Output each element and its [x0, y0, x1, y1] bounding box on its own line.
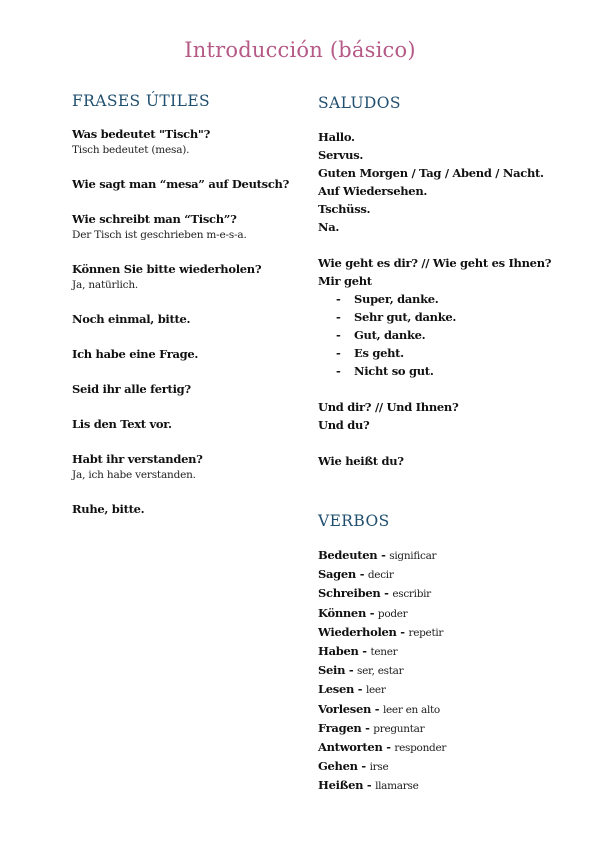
phrase-item	[72, 261, 302, 293]
verb-german: Lesen	[318, 682, 355, 697]
verb-item	[318, 719, 558, 738]
verb-german: Wiederholen	[318, 624, 397, 639]
name-question-line: Wie heißt du?	[318, 454, 404, 468]
dash-bullet: -	[336, 364, 341, 378]
phrase-question: Seid ihr alle fertig?	[72, 382, 191, 396]
verb-spanish: llamarse	[375, 780, 419, 793]
verb-german: Können	[318, 605, 367, 620]
answer-item	[318, 326, 558, 344]
verb-item	[318, 642, 558, 661]
verbs-heading: VERBOS	[318, 512, 390, 530]
verb-separator: -	[345, 663, 358, 678]
phrase-item	[72, 176, 302, 193]
phrase-item	[72, 381, 302, 398]
spacer	[318, 434, 558, 452]
verb-separator: -	[366, 605, 378, 620]
verb-separator: -	[354, 682, 366, 697]
answer-item	[318, 308, 558, 326]
verb-item	[318, 700, 558, 719]
phrase-question: Noch einmal, bitte.	[72, 312, 191, 326]
verb-separator: -	[363, 778, 376, 793]
greeting-line: Guten Morgen / Tag / Abend / Nacht.	[318, 166, 544, 180]
page-title: Introducción (básico)	[184, 38, 416, 62]
verb-separator: -	[357, 759, 370, 774]
verb-spanish: tener	[370, 646, 398, 659]
verb-separator: -	[380, 586, 393, 601]
phrase-item	[72, 126, 302, 158]
verb-item	[318, 757, 558, 776]
verb-german: Schreiben	[318, 586, 381, 601]
greeting-line: Servus.	[318, 148, 364, 162]
spacer	[318, 470, 558, 512]
verb-separator: -	[371, 701, 383, 716]
dash-bullet: -	[336, 292, 341, 306]
verb-item	[318, 546, 558, 565]
phrase-item	[72, 451, 302, 483]
answer-item	[318, 344, 558, 362]
greeting-line: Na.	[318, 220, 340, 234]
verb-spanish: leer en alto	[382, 703, 440, 716]
phrases-heading: FRASES ÚTILES	[72, 92, 211, 110]
verb-german: Heißen	[318, 778, 364, 793]
verb-separator: -	[377, 548, 390, 562]
verb-spanish: decir	[367, 569, 394, 582]
mir-geht-line: Mir geht	[318, 274, 372, 288]
phrase-question: Ruhe, bitte.	[72, 502, 145, 516]
verb-item	[318, 623, 558, 642]
verb-spanish: poder	[377, 607, 408, 620]
verb-item	[318, 604, 558, 623]
verb-german: Fragen	[318, 720, 362, 735]
verb-spanish: preguntar	[373, 722, 425, 735]
verb-separator: -	[396, 624, 409, 639]
verb-german: Haben	[318, 644, 359, 659]
answer-text: Es geht.	[354, 346, 404, 360]
verb-separator: -	[358, 644, 371, 659]
verb-spanish: repetir	[408, 626, 444, 639]
phrase-item	[72, 416, 302, 433]
greetings-column	[318, 92, 558, 796]
verb-item	[318, 584, 558, 603]
spacer	[318, 380, 558, 398]
phrase-question: Ich habe eine Frage.	[72, 347, 199, 361]
verb-spanish: escribir	[392, 588, 431, 601]
verb-separator: -	[355, 567, 368, 582]
verb-spanish: ser, estar	[357, 665, 404, 678]
phrase-answer: Ja, ich habe verstanden.	[72, 469, 196, 481]
verb-german: Vorlesen	[318, 701, 372, 716]
verb-item	[318, 661, 558, 680]
answer-text: Gut, danke.	[354, 328, 426, 342]
dash-bullet: -	[336, 310, 341, 324]
phrase-answer: Der Tisch ist geschrieben m-e-s-a.	[72, 229, 247, 241]
verb-german: Gehen	[318, 759, 358, 774]
greetings-heading: SALUDOS	[318, 94, 401, 112]
verb-spanish: significar	[389, 550, 437, 562]
answer-item	[318, 290, 558, 308]
phrase-question: Habt ihr verstanden?	[72, 452, 203, 466]
phrase-item	[72, 211, 302, 243]
und-du-line: Und du?	[318, 418, 370, 432]
phrase-item	[72, 501, 302, 518]
phrase-question: Wie sagt man “mesa” auf Deutsch?	[72, 177, 290, 191]
verb-item	[318, 738, 558, 757]
phrase-question: Was bedeutet "Tisch"?	[72, 127, 211, 141]
how-are-you-line: Wie geht es dir? // Wie geht es Ihnen?	[318, 256, 552, 270]
spacer	[318, 236, 558, 254]
answer-text: Sehr gut, danke.	[354, 310, 457, 324]
greeting-line: Auf Wiedersehen.	[318, 184, 428, 198]
verb-separator: -	[382, 740, 395, 755]
greeting-line: Tschüss.	[318, 202, 371, 216]
verb-spanish: irse	[369, 761, 389, 774]
verb-separator: -	[361, 720, 374, 735]
phrases-column	[72, 92, 302, 536]
phrase-question: Wie schreibt man “Tisch”?	[72, 212, 237, 226]
greeting-line: Hallo.	[318, 130, 355, 144]
dash-bullet: -	[336, 346, 341, 360]
dash-bullet: -	[336, 328, 341, 342]
phrase-answer: Tisch bedeutet (mesa).	[72, 144, 190, 156]
phrase-item	[72, 346, 302, 363]
verb-item	[318, 565, 558, 584]
and-you-line: Und dir? // Und Ihnen?	[318, 400, 459, 414]
verb-german: Sagen	[318, 567, 356, 582]
answer-text: Nicht so gut.	[354, 364, 434, 378]
answer-item	[318, 362, 558, 380]
verb-spanish: leer	[365, 684, 386, 697]
phrase-question: Lis den Text vor.	[72, 417, 172, 431]
phrase-answer: Ja, natürlich.	[72, 279, 139, 291]
verb-german: Antworten	[318, 740, 383, 755]
verb-german: Bedeuten	[318, 548, 378, 562]
answer-text: Super, danke.	[354, 292, 439, 306]
verb-german: Sein	[318, 663, 346, 678]
phrase-question: Können Sie bitte wiederholen?	[72, 262, 262, 276]
verb-spanish: responder	[394, 742, 447, 755]
phrase-item	[72, 311, 302, 328]
verb-item	[318, 776, 558, 795]
verb-item	[318, 680, 558, 699]
